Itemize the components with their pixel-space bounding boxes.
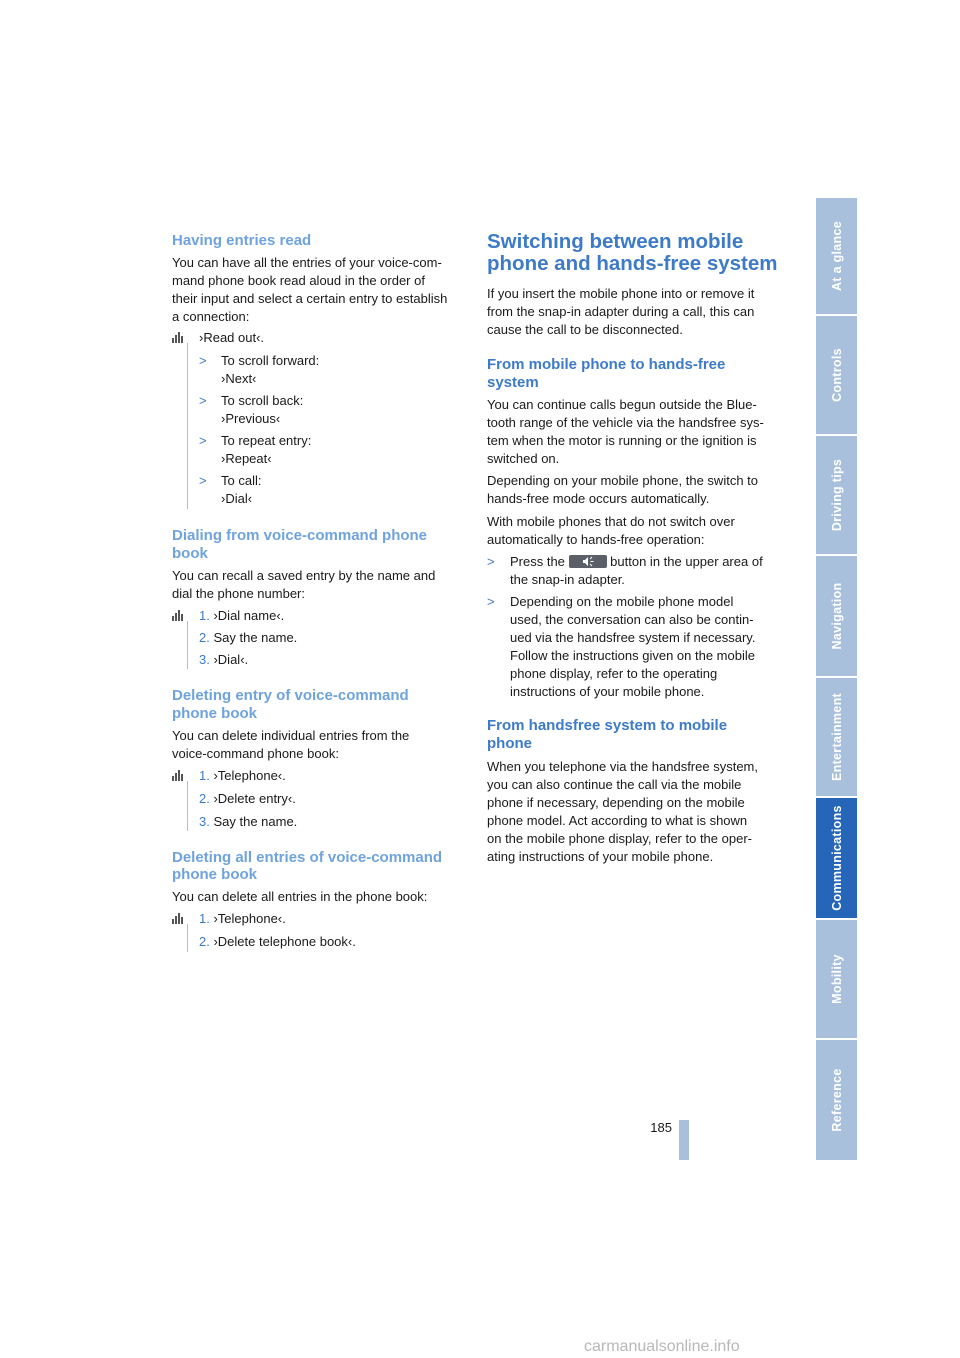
- para-line: you can also continue the call via the mobile: [487, 777, 742, 792]
- voice-bar: [187, 781, 188, 831]
- tab-navigation[interactable]: Navigation: [816, 556, 857, 676]
- bullet-label: To repeat entry:: [221, 433, 312, 448]
- para-line: ating instructions of your mobile phone.: [487, 849, 714, 864]
- para-line: switched on.: [487, 451, 560, 466]
- voice-bar: [187, 621, 188, 669]
- heading-phone-to-handsfree: system: [487, 374, 539, 391]
- heading-handsfree-to-phone: From handsfree system to mobile: [487, 717, 728, 734]
- voice-command-block: [172, 767, 464, 831]
- bullet-marker: >: [487, 594, 495, 609]
- voice-command-icon: [172, 911, 184, 924]
- heading-dialing: book: [172, 545, 208, 562]
- heading-having-entries-read: Having entries read: [172, 232, 312, 249]
- footer-watermark: carmanualsonline.info: [584, 1338, 740, 1355]
- intro-line: a connection:: [172, 309, 250, 324]
- voice-command-icon: [172, 768, 184, 781]
- bullet-command: ›Dial‹: [221, 491, 253, 506]
- voice-bar: [187, 343, 188, 509]
- tab-mobility[interactable]: Mobility: [816, 920, 857, 1038]
- chapter-tabs: [816, 198, 857, 1160]
- bullet-text: ued via the handsfree system if necessary.: [510, 630, 756, 645]
- step: 1. ›Dial name‹.: [199, 608, 285, 623]
- intro-line: You can delete individual entries from the: [172, 728, 410, 743]
- bullet-text: Follow the instructions given on the mobile: [510, 648, 755, 663]
- voice-command-icon: [172, 608, 184, 621]
- bullet-text: Depending on the mobile phone model: [510, 594, 734, 609]
- intro-line: You can recall a saved entry by the name and: [172, 568, 436, 583]
- para-line: hands-free mode occurs automatically.: [487, 491, 710, 506]
- voice-bar: [187, 924, 188, 952]
- para-line: automatically to hands-free operation:: [487, 532, 705, 547]
- intro-line: You can have all the entries of your voice-com-: [172, 255, 442, 270]
- intro-line: voice-command phone book:: [172, 746, 339, 761]
- intro-line: cause the call to be disconnected.: [487, 322, 683, 337]
- step: 2. Say the name.: [199, 630, 298, 645]
- step: 1. ›Telephone‹.: [199, 768, 286, 783]
- tab-controls[interactable]: Controls: [816, 316, 857, 434]
- tab-at-a-glance[interactable]: At a glance: [816, 198, 857, 314]
- bullet-marker: >: [199, 353, 207, 368]
- intro-line: their input and select a certain entry to establish: [172, 291, 448, 306]
- bullet-label: To call:: [221, 473, 262, 488]
- intro-line: If you insert the mobile phone into or remove it: [487, 286, 755, 301]
- para-line: phone model. Act according to what is shown: [487, 813, 748, 828]
- bullet-text: used, the conversation can also be contin-: [510, 612, 754, 627]
- bullet-command: ›Next‹: [221, 371, 257, 386]
- heading-deleting-entry: Deleting entry of voice-command: [172, 687, 409, 704]
- voice-command-block: [172, 329, 464, 509]
- intro-line: You can delete all entries in the phone book:: [172, 889, 428, 904]
- heading-phone-to-handsfree: From mobile phone to hands-free: [487, 356, 726, 373]
- page-number: 185: [650, 1120, 672, 1135]
- para-line: on the mobile phone display, refer to the oper-: [487, 831, 752, 846]
- para-line: Depending on your mobile phone, the switch to: [487, 473, 759, 488]
- bullet-command: ›Repeat‹: [221, 451, 272, 466]
- bullet-text: phone display, refer to the operating: [510, 666, 718, 681]
- tab-entertainment[interactable]: Entertainment: [816, 678, 857, 796]
- speaker-button-icon: [569, 555, 607, 568]
- para-line: When you telephone via the handsfree system,: [487, 759, 758, 774]
- voice-command-block: [172, 607, 464, 669]
- heading-deleting-entry: phone book: [172, 705, 257, 722]
- heading-deleting-all: Deleting all entries of voice-command: [172, 849, 443, 866]
- bullet-label: To scroll forward:: [221, 353, 320, 368]
- step: 1. ›Telephone‹.: [199, 911, 286, 926]
- step: 2. ›Delete entry‹.: [199, 791, 296, 806]
- tab-reference[interactable]: Reference: [816, 1040, 857, 1160]
- page-title: Switching between mobile: [487, 230, 744, 253]
- step: 3. ›Dial‹.: [199, 652, 249, 667]
- voice-command: ›Read out‹.: [199, 330, 265, 345]
- para-line: With mobile phones that do not switch over: [487, 514, 735, 529]
- bullet-command: ›Previous‹: [221, 411, 281, 426]
- heading-handsfree-to-phone: phone: [487, 735, 532, 752]
- step: 2. ›Delete telephone book‹.: [199, 934, 356, 949]
- bullet-marker: >: [487, 554, 495, 569]
- bullet-text: instructions of your mobile phone.: [510, 684, 705, 699]
- tab-driving-tips[interactable]: Driving tips: [816, 436, 857, 554]
- bullet-marker: >: [199, 473, 207, 488]
- bullet-text: Press the button in the upper area of: [510, 554, 763, 569]
- para-line: tooth range of the vehicle via the handsfree sys-: [487, 415, 764, 430]
- voice-command-block: [172, 910, 464, 952]
- intro-line: from the snap-in adapter during a call, this can: [487, 304, 755, 319]
- para-line: tem when the motor is running or the ignition is: [487, 433, 757, 448]
- voice-command-icon: [172, 330, 184, 343]
- bullet-marker: >: [199, 393, 207, 408]
- bullet-label: To scroll back:: [221, 393, 304, 408]
- intro-line: mand phone book read aloud in the order of: [172, 273, 425, 288]
- heading-dialing: Dialing from voice-command phone: [172, 527, 428, 544]
- para-line: You can continue calls begun outside the Blue-: [487, 397, 757, 412]
- tab-communications[interactable]: Communications: [816, 798, 857, 918]
- heading-deleting-all: phone book: [172, 866, 257, 883]
- bullet-marker: >: [199, 433, 207, 448]
- para-line: phone if necessary, depending on the mobile: [487, 795, 745, 810]
- page-title: phone and hands-free system: [487, 252, 778, 275]
- step: 3. Say the name.: [199, 814, 298, 829]
- intro-line: dial the phone number:: [172, 586, 305, 601]
- page-number-bar: [679, 1120, 689, 1160]
- bullet-text: the snap-in adapter.: [510, 572, 625, 587]
